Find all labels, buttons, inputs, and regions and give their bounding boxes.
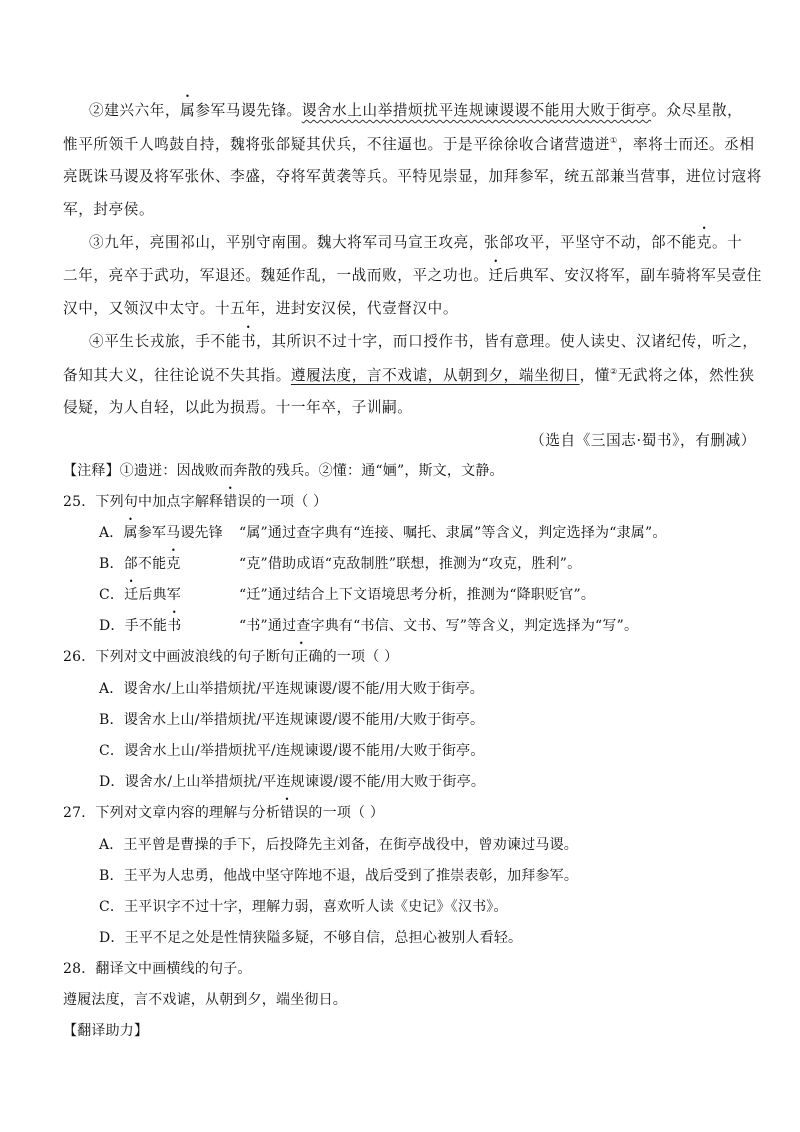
text: 郃不能 <box>123 556 167 572</box>
text: 误的一项（ ） <box>294 805 385 821</box>
text: ②建兴六年， <box>89 102 181 119</box>
q27-stem <box>63 806 384 820</box>
text: ，其所识不过十字，而口授作书，皆有意理。使人读史、汉诸纪传，听之， <box>256 333 758 350</box>
q25-option-d <box>99 619 638 633</box>
dotted-char: 克 <box>696 234 712 251</box>
q27-option-c: C．王平识字不过十字，理解力弱，喜欢听人读《史记》《汉书》。 <box>99 899 508 915</box>
passage-p4-line3: 侵疑，为人自轻，以此为损焉。十一年卒，子训嗣。 <box>63 399 413 416</box>
dotted-char: 书 <box>167 618 182 634</box>
footnote-mark: ① <box>609 136 618 145</box>
q26-option-b: B．谡舍水上山/举措烦扰/平连规谏谡/谡不能用/大败于街亭。 <box>99 712 485 728</box>
passage-p3-line3: 汉中，又领汉中太守。十五年，进封安汉侯，代壹督汉中。 <box>63 300 459 317</box>
text: 惟平所领千人鸣鼓自持，魏将张郃疑其伏兵，不往逼也。于是平徐徐收合诸营遗迸 <box>63 136 610 153</box>
text: 。众尽星散， <box>651 102 743 119</box>
q27-option-d: D．王平不足之处是性情狭隘多疑，不够自信，总担心被别人看轻。 <box>99 930 523 946</box>
option-letter: D． <box>99 618 125 634</box>
q25-option-b <box>99 557 581 571</box>
q27-option-b: B．王平为人忠勇，他战中坚守阵地不退，战后受到了推崇表彰，加拜参军。 <box>99 868 579 884</box>
wavy-underline-sentence: 谡舍水上山举措烦扰平连规谏谡谡不能用大败于街亭 <box>301 102 652 119</box>
option-letter: A． <box>99 525 124 541</box>
dotted-char: 克 <box>166 556 181 572</box>
q25-option-a <box>99 526 667 540</box>
passage-p4-line2 <box>63 368 755 384</box>
passage-p3-line2 <box>63 269 762 284</box>
option-explanation: “克”借助成语“克敌制胜”联想，推测为“攻克，胜利”。 <box>239 556 582 572</box>
q25-stem <box>63 495 327 509</box>
dotted-char: 属 <box>123 525 138 541</box>
dotted-char: 迁 <box>124 587 139 603</box>
passage-p4-line1 <box>89 335 758 350</box>
text: 27．下列对文章内容的理解与分析 <box>63 805 281 821</box>
option-letter: C． <box>99 587 125 603</box>
text: ④平生长戎旅，手不能 <box>89 333 241 350</box>
dotted-char: 迁 <box>488 267 504 284</box>
text: 后典军、安汉将军，副车骑将军吴壹住 <box>503 267 762 284</box>
text: 误的一项（ ） <box>237 494 328 510</box>
text: 参军马谡先锋 <box>137 525 223 541</box>
passage-p2-line3: 亮既诛马谡及将军张休、李盛，夺将军黄袭等兵。平特见崇显，加拜参军，统五部兼当营事，进位讨寇将 <box>63 168 762 185</box>
q26-option-c: C．谡舍水上山/举措烦扰平/连规谏谡/谡不能用/大败于街亭。 <box>99 743 485 759</box>
passage-p2-line1 <box>89 104 742 119</box>
option-letter: B． <box>99 556 124 572</box>
dotted-char: 书 <box>240 333 257 350</box>
q28-sentence: 遵履法度，言不戏谑，从朝到夕，端坐彻日。 <box>63 992 347 1008</box>
text: 手不能 <box>124 618 168 634</box>
dotted-char: 属 <box>180 102 196 119</box>
q27-option-a: A．王平曾是曹操的手下，后投降先主刘备，在街亭战役中，曾劝谏过马谡。 <box>99 837 578 853</box>
passage-p2-line4: 军，封亭侯。 <box>63 201 155 218</box>
footnote-mark: ② <box>610 367 618 376</box>
notes: 【注释】①遗迸：因战败而奔散的残兵。②懂：通“婳”，斯文，文静。 <box>63 463 504 479</box>
q28-stem: 28．翻译文中画横线的句子。 <box>63 961 252 977</box>
text: 二年，亮卒于武功，军退还。魏延作乱，一战而败，平之功也。 <box>63 267 489 284</box>
text: 备知其大义，往往论说不失其指。 <box>63 367 291 384</box>
text: ③九年，亮围祁山，平别守南围。魏大将军司马宣王攻亮，张郃攻平，平坚守不动，郃不能 <box>89 234 697 251</box>
text: 确的一项（ ） <box>308 649 399 665</box>
text: ，率将士而还。丞相 <box>617 136 755 153</box>
dotted-char: 正 <box>294 649 309 665</box>
underlined-sentence: 遵履法度，言不戏谑，从朝到夕，端坐彻日 <box>290 367 580 384</box>
option-explanation: “书”通过查字典有“书信、文书、写”等含义，判定选择为“写”。 <box>239 618 639 634</box>
q28-help-heading: 【翻译助力】 <box>63 1023 149 1039</box>
dotted-char: 错 <box>280 805 295 821</box>
dotted-char: 错 <box>223 494 238 510</box>
text: ，懂 <box>579 367 610 384</box>
passage-p3-line1 <box>89 236 742 251</box>
text: 。十 <box>711 234 743 251</box>
text: 25．下列句中加点字解释 <box>63 494 224 510</box>
text: 无武将之体，然性狭 <box>617 367 755 384</box>
text: 26．下列对文中画波浪线的句子断句 <box>63 649 295 665</box>
q26-option-d: D．谡舍水/上山举措烦扰/平连规谏谡/谡不能/用大败于街亭。 <box>99 774 486 790</box>
text: 后典军 <box>138 587 181 603</box>
text: 参军马谡先锋。 <box>195 102 302 119</box>
source-citation: （选自《三国志·蜀书》，有删减） <box>530 432 756 449</box>
q26-option-a: A．谡舍水/上山举措烦扰/平连规谏谡/谡不能/用大败于街亭。 <box>99 681 484 697</box>
q26-stem <box>63 650 398 664</box>
passage-p2-line2 <box>63 137 755 153</box>
option-explanation: “迁”通过结合上下文语境思考分析，推测为“降职贬官”。 <box>239 587 596 603</box>
q25-option-c <box>99 588 595 602</box>
option-explanation: “属”通过查字典有“连接、嘱托、隶属”等含义，判定选择为“隶属”。 <box>239 525 667 541</box>
